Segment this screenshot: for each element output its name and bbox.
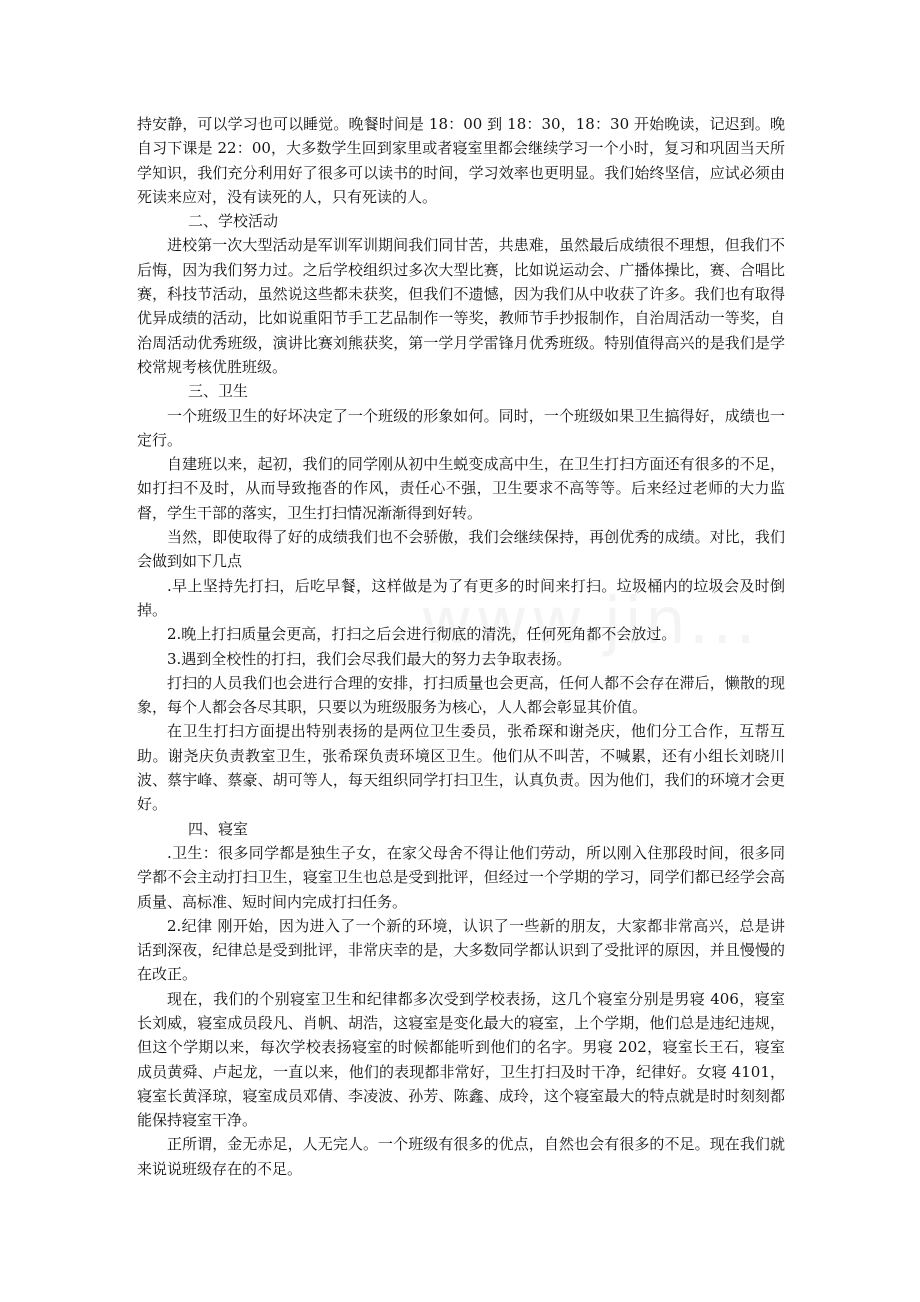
list-item-evening-cleaning: 2.晚上打扫质量会更高，打扫之后会进行彻底的清洗，任何死角都不会放过。 (167, 625, 677, 644)
list-item-dorm-hygiene: .卫生：很多同学都是独生子女，在家父母舍不得让他们劳动，所以刚入住那段时间，很多同学都不会主动打扫卫生，寝室卫生也总是受到批评，但经过一个学期的学习，同学们都已经学会高质量、高标准、短时间内完成打扫任务。 (137, 843, 785, 911)
paragraph-activities: 进校第一次大型活动是军训军训期间我们同甘苦，共患难，虽然最后成绩很不理想，但我们不后悔，因为我们努力过。之后学校组织过多次大型比赛，比如说运动会、广播体操比，赛、合唱比赛，科技节活动，虽然说这些都未获奖，但我们不遗憾，因为我们从中收获了许多。我们也有取得优异成绩的活动，比如说重阳节手工艺品制作一等奖，教师节手抄报制作，自治周活动一等奖，自治周活动优秀班级，演讲比赛刘熊获奖，第一学月学雷锋月优秀班级。特别值得高兴的是我们是学校常规考核优胜班级。 (137, 236, 785, 376)
paragraph-dorm-praise: 现在，我们的个别寝室卫生和纪律都多次受到学校表扬，这几个寝室分别是男寝 406，寝室长刘威，寝室成员段凡、肖帆、胡浩，这寝室是变化最大的寝室，上个学期，他们总是违纪违规，但这个学期以来，每次学校表扬寝室的时候都能听到他们的名字。男寝 202，寝室长王石，寝室成员黄舜、卢起龙，一直以来，他们的表现都非常好，卫生打扫及时干净，纪律好。女寝 4101，寝室长黄泽琼，寝室成员邓倩、李凌波、孙芳、陈鑫、成玲，这个寝室最大的特点就是时时刻刻都能保持寝室干净。 (137, 989, 785, 1130)
paragraph-hygiene-praise: 在卫生打扫方面提出特别表扬的是两位卫生委员，张希琛和谢尧庆，他们分工合作，互帮互助。谢尧庆负责教室卫生，张希琛负责环境区卫生。他们从不叫苦，不喊累，还有小组长刘晓川波、蔡宇峰、蔡豪、胡可等人，每天组织同学打扫卫生，认真负责。因为他们，我们的环境才会更好。 (137, 722, 785, 814)
section-heading-dormitory: 四、寝室 (188, 819, 249, 838)
list-item-school-wide-cleaning: 3.遇到全校性的打扫，我们会尽我们最大的努力去争取表扬。 (167, 649, 572, 668)
paragraph-hygiene-commitment: 当然，即使取得了好的成绩我们也不会骄傲，我们会继续保持，再创优秀的成绩。对比，我们会做到如下几点 (137, 528, 785, 571)
paragraph-hygiene-intro: 一个班级卫生的好坏决定了一个班级的形象如何。同时，一个班级如果卫生搞得好，成绩也一定行。 (137, 406, 785, 449)
section-heading-school-activities: 二、学校活动 (188, 212, 279, 231)
paragraph-study-schedule: 持安静，可以学习也可以睡觉。晚餐时间是 18：00 到 18：30，18：30 开始晚读，记迟到。晚自习下课是 22：00，大多数学生回到家里或者寝室里都会继续学习一个小时，复习和巩固当天所学知识，我们充分利用好了很多可以读书的时间，学习效率也更明显。我们始终坚信，应试必须由死读来应对，没有读死的人，只有死读的人。 (137, 115, 785, 206)
section-heading-hygiene: 三、卫生 (188, 382, 249, 401)
list-item-dorm-discipline: 2.纪律 刚开始，因为进入了一个新的环境，认识了一些新的朋友，大家都非常高兴，总是讲话到深夜，纪律总是受到批评，非常庆幸的是，大多数同学都认识到了受批评的原因，并且慢慢的在改正。 (137, 916, 785, 984)
paragraph-hygiene-history: 自建班以来，起初，我们的同学刚从初中生蜕变成高中生，在卫生打扫方面还有很多的不足，如打扫不及时，从而导致拖沓的作风，责任心不强，卫生要求不高等等。后来经过老师的大力监督，学生干部的落实，卫生打扫情况渐渐得到好转。 (137, 455, 785, 522)
paragraph-cleaning-staff: 打扫的人员我们也会进行合理的安排，打扫质量也会更高，任何人都不会存在滞后，懒散的现象，每个人都会各尽其职，只要以为班级服务为核心，人人都会彰显其价值。 (137, 673, 785, 717)
list-item-morning-cleaning: .早上坚持先打扫，后吃早餐，这样做是为了有更多的时间来打扫。垃圾桶内的垃圾会及时倒掉。 (137, 576, 785, 619)
document-body (137, 112, 785, 1181)
paragraph-shortcomings-intro: 正所谓，金无赤足，人无完人。一个班级有很多的优点，自然也会有很多的不足。现在我们就来说说班级存在的不足。 (137, 1135, 785, 1178)
